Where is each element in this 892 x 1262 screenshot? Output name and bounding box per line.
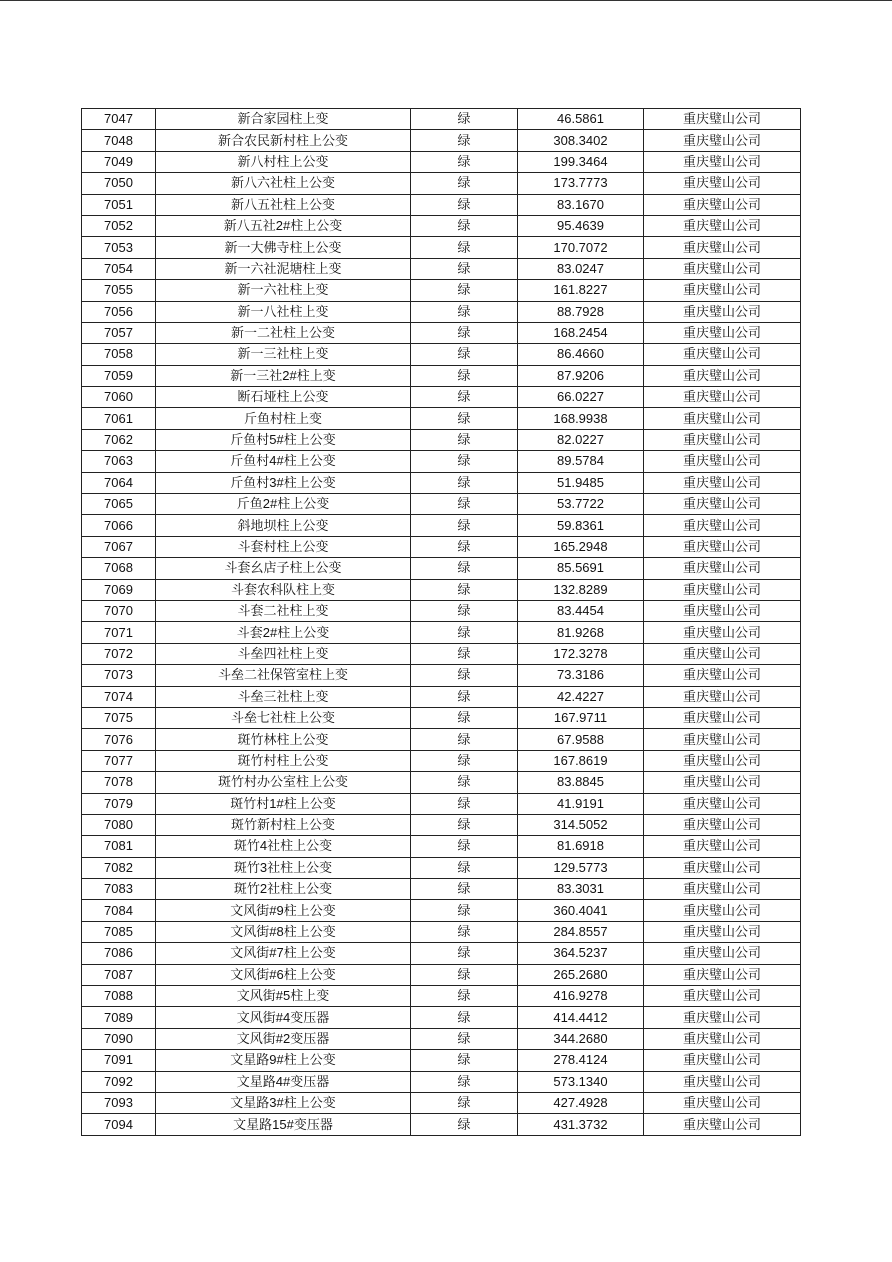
cell-id: 7068 [82,558,156,579]
cell-color: 绿 [411,130,518,151]
table-row [82,879,801,900]
table-row [82,109,801,130]
cell-value: 161.8227 [518,280,644,301]
cell-value: 360.4041 [518,900,644,921]
cell-value: 42.4227 [518,686,644,707]
cell-company: 重庆璧山公司 [644,365,801,386]
table-row [82,665,801,686]
cell-color: 绿 [411,943,518,964]
cell-id: 7084 [82,900,156,921]
cell-color: 绿 [411,1028,518,1049]
cell-value: 86.4660 [518,344,644,365]
table-row [82,1050,801,1071]
cell-company: 重庆璧山公司 [644,707,801,728]
transformer-table [81,108,801,1136]
table-row [82,472,801,493]
cell-color: 绿 [411,194,518,215]
cell-company: 重庆璧山公司 [644,536,801,557]
table-row [82,1028,801,1049]
cell-company: 重庆璧山公司 [644,109,801,130]
cell-company: 重庆璧山公司 [644,1007,801,1028]
table-row [82,280,801,301]
cell-name: 新合农民新村柱上公变 [156,130,411,151]
cell-value: 364.5237 [518,943,644,964]
cell-company: 重庆璧山公司 [644,964,801,985]
cell-company: 重庆璧山公司 [644,1050,801,1071]
cell-value: 53.7722 [518,494,644,515]
cell-company: 重庆璧山公司 [644,151,801,172]
cell-color: 绿 [411,344,518,365]
table-row [82,1007,801,1028]
table-row [82,173,801,194]
cell-id: 7091 [82,1050,156,1071]
cell-value: 308.3402 [518,130,644,151]
table-row [82,643,801,664]
cell-company: 重庆璧山公司 [644,1071,801,1092]
cell-name: 新一三社2#柱上变 [156,365,411,386]
cell-name: 文星路15#变压器 [156,1114,411,1135]
cell-id: 7078 [82,772,156,793]
cell-value: 167.8619 [518,750,644,771]
cell-value: 129.5773 [518,857,644,878]
cell-color: 绿 [411,772,518,793]
table-row [82,1092,801,1113]
table-row [82,600,801,621]
cell-name: 文风街#8柱上公变 [156,921,411,942]
table-row [82,558,801,579]
cell-company: 重庆璧山公司 [644,130,801,151]
cell-id: 7074 [82,686,156,707]
cell-id: 7069 [82,579,156,600]
cell-color: 绿 [411,600,518,621]
cell-id: 7060 [82,387,156,408]
table-row [82,258,801,279]
table-row [82,237,801,258]
cell-name: 斑竹4社柱上公变 [156,836,411,857]
cell-id: 7065 [82,494,156,515]
cell-name: 斤鱼村柱上变 [156,408,411,429]
cell-company: 重庆璧山公司 [644,900,801,921]
cell-company: 重庆璧山公司 [644,494,801,515]
cell-name: 文风街#7柱上公变 [156,943,411,964]
cell-color: 绿 [411,921,518,942]
cell-id: 7086 [82,943,156,964]
cell-company: 重庆璧山公司 [644,280,801,301]
cell-value: 278.4124 [518,1050,644,1071]
cell-id: 7055 [82,280,156,301]
cell-name: 斑竹3社柱上公变 [156,857,411,878]
cell-name: 斗套幺店子柱上公变 [156,558,411,579]
cell-color: 绿 [411,1114,518,1135]
table-row [82,836,801,857]
cell-value: 83.0247 [518,258,644,279]
cell-company: 重庆璧山公司 [644,579,801,600]
cell-color: 绿 [411,515,518,536]
table-row [82,215,801,236]
cell-id: 7070 [82,600,156,621]
table-row [82,494,801,515]
cell-company: 重庆璧山公司 [644,643,801,664]
table-row [82,686,801,707]
cell-company: 重庆璧山公司 [644,237,801,258]
cell-color: 绿 [411,707,518,728]
cell-company: 重庆璧山公司 [644,301,801,322]
cell-name: 新一二社柱上公变 [156,322,411,343]
cell-id: 7090 [82,1028,156,1049]
cell-company: 重庆璧山公司 [644,215,801,236]
cell-color: 绿 [411,986,518,1007]
table-row [82,1114,801,1135]
cell-name: 文风街#4变压器 [156,1007,411,1028]
cell-name: 斤鱼村4#柱上公变 [156,451,411,472]
cell-company: 重庆璧山公司 [644,472,801,493]
cell-id: 7076 [82,729,156,750]
cell-id: 7080 [82,814,156,835]
table-row [82,707,801,728]
cell-name: 文星路4#变压器 [156,1071,411,1092]
cell-value: 168.2454 [518,322,644,343]
cell-company: 重庆璧山公司 [644,173,801,194]
table-row [82,857,801,878]
cell-id: 7054 [82,258,156,279]
table-row [82,130,801,151]
cell-value: 81.6918 [518,836,644,857]
cell-color: 绿 [411,793,518,814]
cell-color: 绿 [411,280,518,301]
table-row [82,322,801,343]
cell-name: 斤鱼2#柱上公变 [156,494,411,515]
cell-color: 绿 [411,408,518,429]
cell-value: 344.2680 [518,1028,644,1049]
cell-color: 绿 [411,643,518,664]
cell-name: 文风街#2变压器 [156,1028,411,1049]
cell-id: 7079 [82,793,156,814]
cell-name: 新八五社柱上公变 [156,194,411,215]
cell-color: 绿 [411,879,518,900]
cell-name: 斑竹2社柱上公变 [156,879,411,900]
cell-value: 83.3031 [518,879,644,900]
cell-id: 7083 [82,879,156,900]
cell-color: 绿 [411,857,518,878]
cell-value: 67.9588 [518,729,644,750]
cell-color: 绿 [411,365,518,386]
cell-id: 7063 [82,451,156,472]
cell-company: 重庆璧山公司 [644,515,801,536]
cell-name: 新一三社柱上变 [156,344,411,365]
cell-company: 重庆璧山公司 [644,879,801,900]
cell-value: 82.0227 [518,429,644,450]
cell-id: 7058 [82,344,156,365]
cell-id: 7093 [82,1092,156,1113]
cell-name: 斗垒二社保管室柱上变 [156,665,411,686]
cell-color: 绿 [411,322,518,343]
table-row [82,408,801,429]
cell-name: 斑竹村柱上公变 [156,750,411,771]
cell-id: 7081 [82,836,156,857]
cell-id: 7048 [82,130,156,151]
cell-color: 绿 [411,1007,518,1028]
cell-color: 绿 [411,558,518,579]
cell-value: 168.9938 [518,408,644,429]
table-row [82,344,801,365]
cell-value: 427.4928 [518,1092,644,1113]
cell-color: 绿 [411,215,518,236]
cell-company: 重庆璧山公司 [644,836,801,857]
cell-value: 81.9268 [518,622,644,643]
cell-id: 7094 [82,1114,156,1135]
table-row [82,579,801,600]
cell-id: 7077 [82,750,156,771]
cell-company: 重庆璧山公司 [644,344,801,365]
cell-name: 斑竹村办公室柱上公变 [156,772,411,793]
cell-value: 83.8845 [518,772,644,793]
cell-name: 斜地坝柱上公变 [156,515,411,536]
cell-id: 7057 [82,322,156,343]
cell-value: 199.3464 [518,151,644,172]
cell-id: 7064 [82,472,156,493]
cell-color: 绿 [411,900,518,921]
cell-id: 7067 [82,536,156,557]
cell-company: 重庆璧山公司 [644,558,801,579]
cell-color: 绿 [411,665,518,686]
cell-id: 7061 [82,408,156,429]
cell-company: 重庆璧山公司 [644,387,801,408]
cell-color: 绿 [411,429,518,450]
cell-name: 新八六社柱上公变 [156,173,411,194]
table-row [82,301,801,322]
cell-color: 绿 [411,686,518,707]
cell-company: 重庆璧山公司 [644,258,801,279]
cell-id: 7073 [82,665,156,686]
table-row [82,793,801,814]
cell-company: 重庆璧山公司 [644,793,801,814]
cell-id: 7062 [82,429,156,450]
cell-name: 文风街#9柱上公变 [156,900,411,921]
cell-value: 89.5784 [518,451,644,472]
table-body [82,109,801,1136]
table-row [82,451,801,472]
cell-company: 重庆璧山公司 [644,408,801,429]
cell-company: 重庆璧山公司 [644,1092,801,1113]
cell-id: 7075 [82,707,156,728]
cell-color: 绿 [411,109,518,130]
table-row [82,986,801,1007]
cell-id: 7085 [82,921,156,942]
cell-color: 绿 [411,836,518,857]
cell-name: 斤鱼村3#柱上公变 [156,472,411,493]
cell-name: 新一六社泥塘柱上变 [156,258,411,279]
cell-color: 绿 [411,494,518,515]
cell-value: 173.7773 [518,173,644,194]
cell-value: 414.4412 [518,1007,644,1028]
cell-color: 绿 [411,750,518,771]
cell-company: 重庆璧山公司 [644,857,801,878]
cell-name: 文风街#6柱上公变 [156,964,411,985]
cell-company: 重庆璧山公司 [644,1028,801,1049]
cell-company: 重庆璧山公司 [644,943,801,964]
cell-id: 7056 [82,301,156,322]
cell-id: 7047 [82,109,156,130]
cell-name: 斤鱼村5#柱上公变 [156,429,411,450]
cell-value: 416.9278 [518,986,644,1007]
cell-id: 7066 [82,515,156,536]
cell-color: 绿 [411,258,518,279]
cell-name: 斗套2#柱上公变 [156,622,411,643]
cell-value: 573.1340 [518,1071,644,1092]
table-row [82,194,801,215]
table-row [82,964,801,985]
cell-color: 绿 [411,1071,518,1092]
table-row [82,536,801,557]
cell-color: 绿 [411,237,518,258]
cell-value: 41.9191 [518,793,644,814]
cell-name: 新合家园柱上变 [156,109,411,130]
cell-company: 重庆璧山公司 [644,729,801,750]
cell-color: 绿 [411,151,518,172]
cell-name: 新八村柱上公变 [156,151,411,172]
cell-value: 83.4454 [518,600,644,621]
cell-name: 文星路3#柱上公变 [156,1092,411,1113]
cell-name: 新一八社柱上变 [156,301,411,322]
table-row [82,772,801,793]
table-row [82,750,801,771]
table-row [82,622,801,643]
cell-id: 7088 [82,986,156,1007]
cell-value: 46.5861 [518,109,644,130]
table-row [82,921,801,942]
table-row [82,900,801,921]
cell-value: 66.0227 [518,387,644,408]
cell-value: 51.9485 [518,472,644,493]
cell-color: 绿 [411,1050,518,1071]
cell-value: 431.3732 [518,1114,644,1135]
table-row [82,814,801,835]
cell-value: 170.7072 [518,237,644,258]
cell-color: 绿 [411,1092,518,1113]
cell-name: 斗套二社柱上变 [156,600,411,621]
table-row [82,151,801,172]
cell-value: 167.9711 [518,707,644,728]
cell-color: 绿 [411,579,518,600]
cell-color: 绿 [411,301,518,322]
cell-company: 重庆璧山公司 [644,451,801,472]
cell-value: 59.8361 [518,515,644,536]
cell-name: 斑竹村1#柱上公变 [156,793,411,814]
cell-name: 斑竹新村柱上公变 [156,814,411,835]
cell-value: 73.3186 [518,665,644,686]
cell-id: 7059 [82,365,156,386]
cell-name: 文星路9#柱上公变 [156,1050,411,1071]
cell-company: 重庆璧山公司 [644,194,801,215]
cell-name: 斗套农科队柱上变 [156,579,411,600]
table-row [82,729,801,750]
cell-company: 重庆璧山公司 [644,1114,801,1135]
table-row [82,387,801,408]
cell-name: 断石垭柱上公变 [156,387,411,408]
cell-id: 7071 [82,622,156,643]
cell-value: 284.8557 [518,921,644,942]
cell-id: 7092 [82,1071,156,1092]
cell-id: 7087 [82,964,156,985]
cell-id: 7053 [82,237,156,258]
cell-name: 文风街#5柱上变 [156,986,411,1007]
cell-value: 132.8289 [518,579,644,600]
cell-name: 斗垒三社柱上变 [156,686,411,707]
cell-company: 重庆璧山公司 [644,665,801,686]
cell-id: 7049 [82,151,156,172]
cell-name: 新一大佛寺柱上公变 [156,237,411,258]
cell-value: 83.1670 [518,194,644,215]
cell-name: 斗垒四社柱上变 [156,643,411,664]
cell-value: 87.9206 [518,365,644,386]
cell-color: 绿 [411,622,518,643]
cell-value: 88.7928 [518,301,644,322]
cell-value: 265.2680 [518,964,644,985]
cell-name: 斑竹林柱上公变 [156,729,411,750]
cell-company: 重庆璧山公司 [644,622,801,643]
cell-company: 重庆璧山公司 [644,429,801,450]
cell-company: 重庆璧山公司 [644,750,801,771]
cell-value: 165.2948 [518,536,644,557]
cell-id: 7052 [82,215,156,236]
cell-color: 绿 [411,729,518,750]
cell-value: 85.5691 [518,558,644,579]
table-row [82,365,801,386]
cell-value: 172.3278 [518,643,644,664]
cell-id: 7072 [82,643,156,664]
table-row [82,1071,801,1092]
table-row [82,429,801,450]
cell-company: 重庆璧山公司 [644,986,801,1007]
cell-color: 绿 [411,451,518,472]
cell-color: 绿 [411,964,518,985]
cell-company: 重庆璧山公司 [644,921,801,942]
cell-name: 新一六社柱上变 [156,280,411,301]
cell-id: 7089 [82,1007,156,1028]
cell-id: 7050 [82,173,156,194]
cell-company: 重庆璧山公司 [644,600,801,621]
cell-value: 314.5052 [518,814,644,835]
table-row [82,943,801,964]
cell-company: 重庆璧山公司 [644,814,801,835]
table-row [82,515,801,536]
cell-color: 绿 [411,536,518,557]
cell-name: 斗套村柱上公变 [156,536,411,557]
cell-company: 重庆璧山公司 [644,322,801,343]
cell-id: 7082 [82,857,156,878]
cell-company: 重庆璧山公司 [644,772,801,793]
cell-color: 绿 [411,814,518,835]
cell-color: 绿 [411,472,518,493]
cell-color: 绿 [411,173,518,194]
cell-name: 斗垒七社柱上公变 [156,707,411,728]
cell-company: 重庆璧山公司 [644,686,801,707]
cell-color: 绿 [411,387,518,408]
cell-id: 7051 [82,194,156,215]
cell-value: 95.4639 [518,215,644,236]
cell-name: 新八五社2#柱上公变 [156,215,411,236]
